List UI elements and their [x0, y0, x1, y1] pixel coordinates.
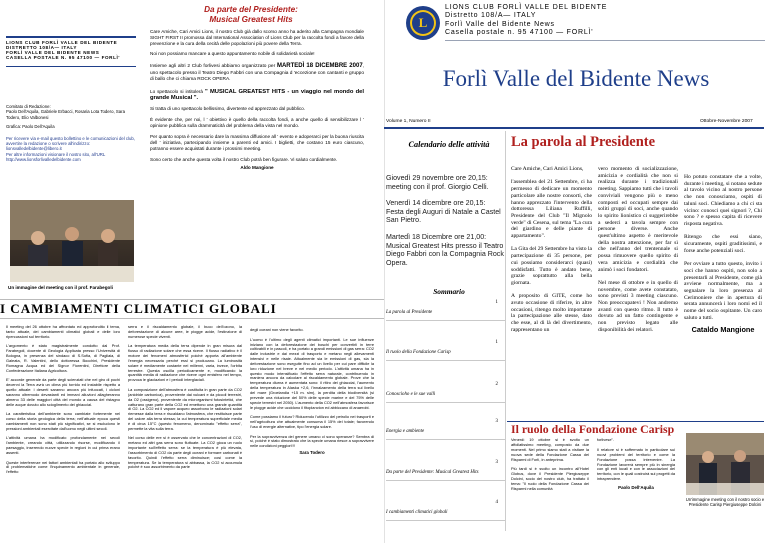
dolcini-photo-image [686, 433, 764, 495]
climate-banner: I CAMBIAMENTI CLIMATICI GLOBALI [0, 301, 277, 316]
event-date: MARTEDÌ 18 DICEMBRE 2007 [276, 63, 363, 70]
second-column-2 [597, 438, 675, 491]
calendar-event: Martedì 18 Dicembre ore 21,00: Musical Greatest Hits presso il Teatro Diego Fabbri con la Compagnia Rock Opera. [386, 232, 504, 267]
article-paragraph [150, 63, 364, 83]
contents-page-number: 3 [495, 419, 498, 424]
table-of-contents [386, 300, 506, 515]
issue-date: Ottobre-Novembre 2007 [700, 119, 753, 124]
calendar-event: Giovedì 29 novembre ore 20,15: meeting con il prof. Giorgio Celli. [386, 174, 489, 191]
masthead-line: FORLÌ VALLE DEL BIDENTE NEWS [6, 50, 100, 55]
contents-row[interactable] [386, 419, 506, 440]
column-divider [505, 131, 506, 531]
contents-label: Da parte del Presidente: Musical Greatest Hits [386, 470, 479, 475]
lead-column-3 [684, 174, 762, 334]
article-paragraph [150, 89, 364, 101]
lead-column-3-text: Ho potuto constatare che a volte, durante i meeting, si notano sedute al tavolo vicino al nostro persone che non conosciamo, ospiti di taluni soci. Chiediamo a chi ci sta vicino: conosci quei signori ?, Chi sono ? e spesso capita di ricevere risposta negativa. Ritengo che essi siano, sicuramente, ospiti graditissimi, e forse anche potenziali soci. Per ovviare a tutto questo, invito i soci che hanno ospiti, non solo a presentarli al Presidente, come già avviene normalmente, ma a segnalare la loro presenza al Cerimoniere che in apertura di serata annuncerà i loro nomi ed il nome del socio ospitante. Un caro saluto a tutti. [684, 174, 762, 321]
right-masthead [445, 4, 695, 38]
contents-row[interactable] [386, 382, 506, 403]
contents-row[interactable] [386, 500, 506, 521]
masthead-rule [445, 40, 765, 41]
second-column-2-text: forlivese". Il relatore si è soffermato in particolare sui nuovi problemi del territorio e come la Fondazione possa intervenire. La Fondazione lavorerà sempre più in sinergia con gli enti locali e con le associazioni del territorio, con le quali costruirà sui progetti da intraprendere. [597, 437, 675, 482]
masthead-line: LIONS CLUB FORLÌ VALLE DEL BIDENTE [6, 40, 118, 45]
left-masthead [6, 36, 136, 67]
contents-label: Energia e ambiente [386, 429, 425, 434]
staff-paragraph: Per ricevere via e-mail questo bollettino e le comunicazioni del club, avvertire la redazione o scrivere all'indirizzo: lionsvalledelbidente@libero.it Per altre informazioni visionare il nostro sito, all'URL http://www.lionsforlivalledelbidente.com [6, 135, 135, 163]
volume-number: Volume 1, Numero II [386, 119, 431, 124]
article-paragraph: Care Amiche, Cari Amici Lions, il nostro Club già dallo scorso anno ha aderito alla Campagna mondiale SIGHT FIRST II promossa dal International Association of Lions Club per la raccolta fondi a favore della prevenzione e la cura della cecità delle popolazioni più povere della Terra. [150, 29, 364, 47]
meeting-photo [10, 200, 134, 282]
masthead-line: DISTRETTO 108/A— ITALY [6, 45, 78, 50]
dolcini-photo [686, 433, 764, 495]
contents-row[interactable] [386, 340, 506, 361]
staff-paragraph: Comitato di Redazione: Paolo Dell'Aquila, Gabriele Erbacci, Rosaria Lota Todero, Sara Todero, Elio Valbonesi [6, 104, 125, 120]
masthead-line: LIONS CLUB FORLÌ VALLE DEL BIDENTE [445, 4, 608, 11]
newsletter-title: Forlì Valle del Bidente News [442, 66, 710, 91]
lions-emblem-icon [405, 5, 441, 41]
article-paragraph: Per quanto sopra è necessario dare la massima diffusione all ' evento e adoperarci per la buona riuscita dell ' iniziativa, partecipando insieme a parenti ed amici. I biglietti, che costano 15 euro ciascuno, potranno essere acquistati durante i prossimi meeting. [150, 133, 364, 151]
climate-column-1: Il meeting del 26 ottobre ha affrontato ed approfondito il tema, tanto attuale, dei cambiamenti climatici globali e delle loro ripercussioni sul territorio. L'argomento è stato magistralmente condotto dal Prof. Farabegoli, docente di Geologia Applicata presso l'Università di Bologna, in presenza del sindaco di S.Sofia, di Pagliaia, di Galeata, R. Valentini, dello dottoressa Bocchini, Presidente Romagna Acqua ed del Signor Fiorentini, Direttore della Confederazione Italiana Agricoltura. E' accorde generale da parte degli scienziati che nel giro di pochi decenni la Terra avrà un clima più torrido ed instabile rispetto a quello attuale: i deserti saranno ancora più infuocati, i cicloni saranno oltremodo devastanti ed immani alluvioni allagheranno almeno 33 delle maggiori città del mondo a causa del ristagno delle acque dovuto allo scioglimento dei ghiacciai. La caratteristica dell'ambiente sono cambiate fortemente nel corso della storia geologica della terra; nell'attuale epoca questi cambiamenti non sono stati più significativi, se si escludono le pressioni ambientali esercitate dall'uomo negli ultimi secoli. L'attività umana ha modificato profondamente nei secoli l'ambiente, creando città, utilizzando risorse, modificando il paesaggio, inserendo nuove specie in regioni in cui prima erano assenti. Queste interferenze nei fattori ambientali ha portato allo sviluppo di problematiche come l'inquinamento ambientale in generale, l'effetto [6, 324, 120, 475]
contents-page-number: 1 [495, 340, 498, 345]
second-article-title: Il ruolo della Fondazione Carisp [511, 422, 675, 436]
president-article-body [150, 29, 364, 171]
article-paragraph: Sono certo che anche questa volta il nostro Club potrà ben figurare. Vi saluto cordialmente. [150, 157, 338, 163]
article-heading-line1: Da parte del Presidente: [204, 5, 298, 14]
climate-article-signature: Sara Todero [299, 450, 325, 456]
contents-row[interactable] [386, 300, 506, 321]
banner-rule [0, 299, 384, 300]
editorial-staff [6, 104, 136, 163]
calendar-event: Venerdì 14 dicembre ore 20,15: Festa degli Auguri di Natale a Castel San Pietro. [386, 199, 501, 225]
article-text: Lo spettacolo si intitolerà [150, 89, 205, 95]
climate-column-3 [250, 328, 374, 456]
staff-paragraph: Grafica: Paolo Dell'Aquila [6, 124, 55, 130]
article-heading [186, 5, 316, 25]
lead-column-1: Care Amiche, Cari Amici Lions, l'assemblea del 21 Settembre, ci ha permesso di dedicare un momento particolare alle nostre consorti, che hanno apprezzato l'intervento della dottoressa Liliana Ruffilli, Presidente del Club "Il Mignolo verde" di Cesena, sul tema "La cura del giardino e delle piante di appartamento". La Gita del 29 Settembre ha visto la partecipazione di 35 persone, per cui possiamo considerarci (quasi) soddisfatti. Tutto è andato bene, grazie soprattutto alla bella giornata. A proposito di GITE, come ho avuto occasione di riferire, in altre occasioni, ritengo molto importante la partecipazione alle stesse, dato che esse, al di là del divertimento, rappresentano un [511, 166, 592, 333]
contents-page-number: 4 [495, 500, 498, 505]
climate-column-2: serra e il riscaldamento globale, il buco dell'ozono, la deforestazione di alcune aree, le piogge acide, l'estinzione di numerose specie viventi. La temperatura media della terra dipende in gran misura dal flusso di radiazione solare che essa riceve. Il flusso radiativo è il motore dei fenomeni atmosferici poiché apporta all'ambiente l'energia necessaria perché essi si producano. La luminosità solare è mediamente costante nei millenni, varia, invece, l'orbita terrestre. Questa oscilla periodicamente e, modificando la quantità media di radiazione che riceve ogni emisfero nel tempo, provoca le glaciazioni e i periodi interglaciali. La composizione dell'atmosfera è costituita in gran parte da CO2 (anidride carbonica), proveniente dai vulcani e da piccoli terrestri, da O2 (ossigeno), proveniente da microrganismi fotosintetici, che catturano gran parte della CO2 ed emettono una grande quantità di O2. La CO2 ed il vapore acqueo assorbono le radiazioni solari riemesse dalla terra e riscaldano l'atmosfera, che restituisce parte del calore alla terra stessa; la cui temperatura superficiale media è di circa 15°C (questo fenomeno, denominato "effetto serra", permette la vita sulla terra. Nel corso delle ere si è osservato che le concentrazioni di CO2, metano ed altri gas serra sono fluttuate. La CO2 gioca un ruolo importante sull'effetto serra: se la temperatura è più elevata, l'assorbimento di CO2 da parte degli oceani e formare carbonati è favorito. Quindi l'effetto serra diminuisce; così come la temperatura. Se la temperatura si abbassa, la CO2 si accumula poiché è suo assorbimento da parte [128, 324, 242, 470]
banner-rule [0, 318, 384, 319]
masthead-line: CASELLA POSTALE N. 95 47100 — FORLÌ' [6, 55, 121, 60]
contents-label: Il ruolo della Fondazione Carisp [386, 350, 451, 355]
show-title: " MUSICAL GREATEST HITS - un viaggio nel mondo del grande Musical ". [150, 89, 364, 102]
contents-label: Conoscioho e le sue valli [386, 392, 436, 397]
meeting-photo-image [10, 200, 134, 282]
masthead-line: Casella postale n. 95 47100 — FORLÌ' [445, 29, 594, 37]
contents-heading: Sommario [433, 287, 465, 296]
lions-logo [405, 5, 441, 41]
contents-page-number: 3 [495, 460, 498, 465]
contents-row[interactable] [386, 460, 506, 481]
article-heading-line2: Musical Greatest Hits [209, 15, 293, 24]
masthead-line: Forlì Valle del Bidente News [445, 20, 555, 28]
contents-label: I cambiamenti climatici globali [386, 510, 448, 515]
article-paragraph: Si tratta di uno spettacolo bellissimo, divertente ed apprezzato dal pubblico. [150, 106, 306, 112]
title-rule [384, 127, 764, 129]
second-column-1: Venerdì 19 ottobre si è svolto un affollatissimo meeting, composto da due momenti. Nel primo siamo stati a visitare la nuova sede della Fondazione Cassa dei Risparmi di Forlì, in anteprima. Più tardi si è svolto un incontro all'Hotel Globus, dove il Presidente Piergiuseppe Dolcini, socio del nostro club, ha trattato il tema: "Il ruolo della Fondazione Cassa dei Risparmi nella comunità [511, 437, 589, 492]
lead-article-title: La parola al Presidente [511, 134, 656, 150]
masthead-line: Distretto 108/A— ITALY [445, 12, 537, 20]
contents-page-number: 2 [495, 382, 498, 387]
article-paragraph: È evidente che, per noi, l ' obiettivo è quello della raccolta fondi, a anche quello di sensibilizzare l ' opinione pubblica sulla drammaticità del problema della vista nel mondo. [150, 116, 364, 128]
article-text: , uno spettacolo presso il Teatro Diego Fabbri con una Compagnia d 'eccezione con cantanti e gruppo di ballo che ci chiama ROCK OPERA. [150, 64, 364, 82]
calendar-heading: Calendario delle attività [408, 140, 490, 149]
contents-page-number: 1 [495, 300, 498, 305]
contents-label: La parola al Presidente [386, 310, 433, 315]
calendar-events [386, 174, 504, 267]
dolcini-photo-caption: Un'immagine meeting con il nostro socio e Presidente Carisp Piergiuseppe Dolcini [685, 497, 765, 507]
lead-column-2: vero momento di socializzazione, amicizia e cordialità che non si realizza durante i tradizionali meeting. Sappiamo tutti che i tavoli conviviali vengono più o meno composti ed occupati sempre dai soliti gruppi di soci, anche quando lo spirito lionistico ci suggerirebbe a sederci a tavola sempre con persone diverse. Anche quest'ultimo aspetto è meritevole della nostra attenzione, per far sì che nell'anno del trentennale si possa rimuovere quello spirito di vera amicizia e cordialità che animò i soci fondatori. Nel mese di ottobre e in quello di novembre, come avete constatato, sono previsti 3 meeting ciascuno. Non preoccupatevi ! Non andremo avanti con questo ritmo. Il tutto è dovuto ad un fatto contingente e non previsto legato alle disponibilità dei relatori. [598, 166, 678, 333]
article-paragraph: Noi non possiamo mancare a questo appuntamento nobile di solidarietà sociale! [150, 51, 315, 57]
right-page [384, 0, 768, 543]
article-signature: Aldo Mangione [240, 165, 274, 171]
article-text: Insieme agli altri 2 Club forlivesi abbiamo organizzato per [150, 64, 277, 70]
photo-caption: Un immagine del meeting con il prof. Farabegoli [8, 285, 113, 290]
second-signature: Paolo Dell'Aquila [618, 485, 654, 491]
svg-text:L: L [418, 15, 428, 30]
climate-column-3-text: degli oceani non viene favorito. L'uomo è l'ultimo degli agenti climatici importanti. Le sue influenze iniziano con la deforestazione dei boschi per convertirli in terre coltivabili e in pascoli, e ha portato a grandi emissioni di gas serra: CO2 dalle industrie e dai mezzi di trasporto e metano negli allevamenti intensivi e nelle risaie. Attualmente sia le emissioni di gas, sia la deforestazione sono eseguite fino ad un livello per cui pare difficile la loro riduzione nel breve e nel medio periodo. L'attività umana ha in questo modo intensificato l'effetto serra naturale, contribuendo in maniera ancora da calcolare al riscaldamento globale. Prove che la temperatura diurna è aumentata sono: il ritiro dei ghiacciai, l'aumento della temperatura in Alaska +2,6, l'innalzamento della terra sul livello del mare (Groelandia +15 m. slm), la perdita della biodiversità (si prevede una riduzione del 50% delle specie marine e del 75% delle specie terrestri nel 2050). L'aumento della CO2 nell'atmosfera favorisce le piogge acide che uccidono il fitoplancton ed abbiccano di anaerobi. Come possiamo il futuro? Riducendo l'utilizzo del petrolio nei trasporti e nell'agricoltura che attualmente consuma il 15% del totale; favorendo l'uso di energie alternative, tipo l'energia solare. Per la sopravvivenza del genere umano ci sono speranze? Sembra di sì, poiché è stato dimostrato che la specie umana riesce a sopravvivere nelle condizioni peggiori!!! [250, 327, 374, 449]
lead-signature: Cataldo Mangione [691, 325, 755, 335]
